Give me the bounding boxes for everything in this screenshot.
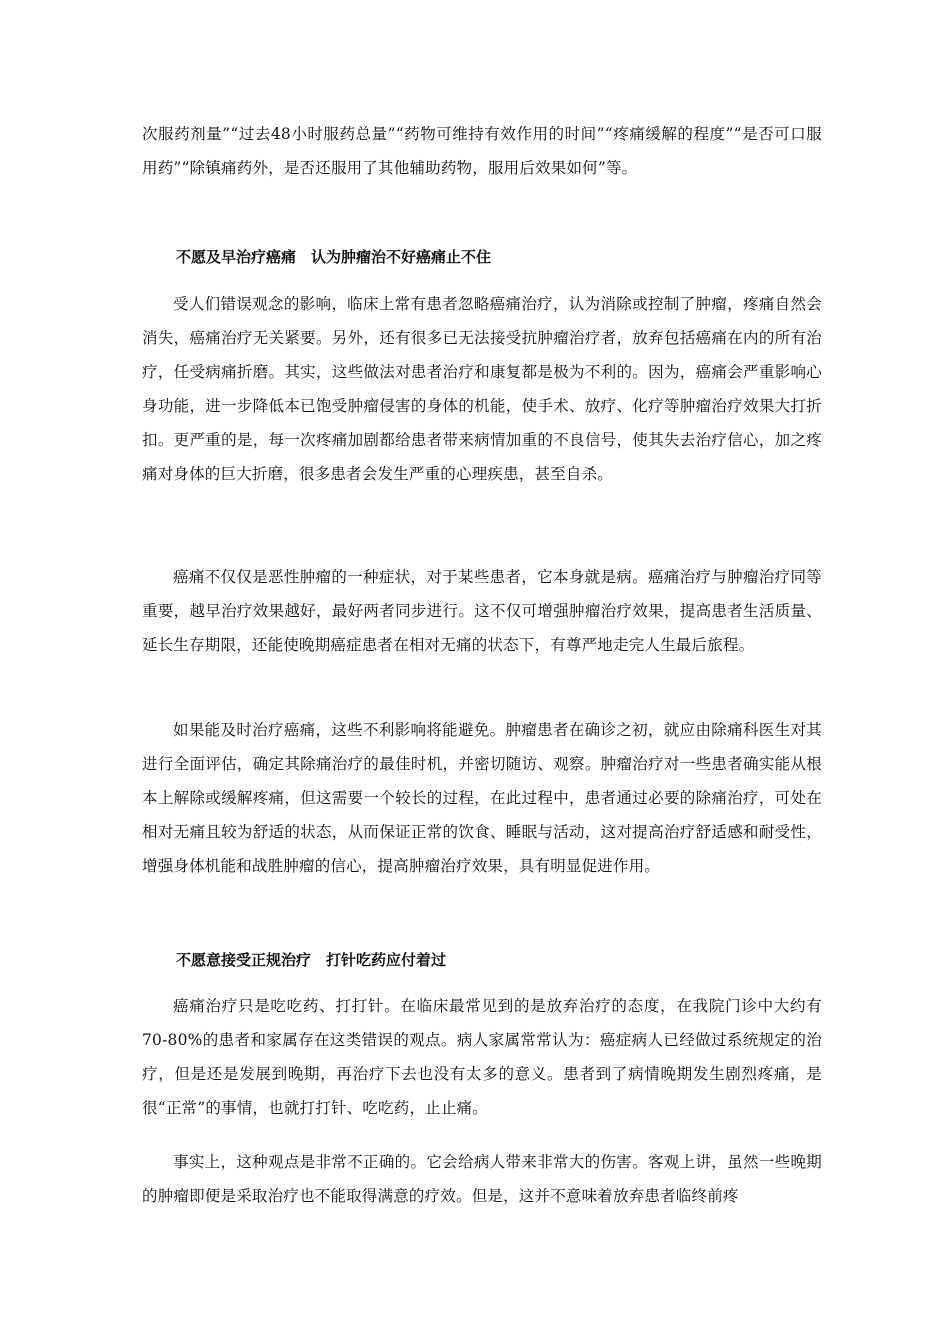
paragraph-medication-questions: 次服药剂量”“过去48小时服药总量”“药物可维持有效作用的时间”“疼痛缓解的程度”“是否可口服用药”“除镇痛药外，是否还服用了其他辅助药物，服用后效果如何”等。	[142, 125, 822, 177]
section-heading-standard-treatment: 不愿意接受正规治疗 打针吃药应付着过	[176, 951, 447, 969]
paragraph-cancer-pain-is-disease: 癌痛不仅仅是恶性肿瘤的一种症状，对于某些患者，它本身就是病。癌痛治疗与肿瘤治疗同等重要，越早治疗效果越好，最好两者同步进行。这不仅可增强肿瘤治疗效果，提高患者生活质量、延长生存期限，还能使晚期癌症患者在相对无痛的状态下，有尊严地走完人生最后旅程。	[142, 568, 822, 654]
paragraph-abandon-treatment: 癌痛治疗只是吃吃药、打打针。在临床最常见到的是放弃治疗的态度，在我院门诊中大约有70-80%的患者和家属存在这类错误的观点。病人家属常常认为：癌症病人已经做过系统规定的治疗，但是还是发展到晚期，再治疗下去也没有太多的意义。患者到了病情晚期发生剧烈疼痛，是很“正常”的事情，也就打打针、吃吃药，止止痛。	[142, 997, 822, 1117]
paragraph-timely-treatment: 如果能及时治疗癌痛，这些不利影响将能避免。肿瘤患者在确诊之初，就应由除痛科医生对其进行全面评估，确定其除痛治疗的最佳时机，并密切随访、观察。肿瘤治疗对一些患者确实能从根本上解除或缓解疼痛，但这需要一个较长的过程，在此过程中，患者通过必要的除痛治疗，可处在相对无痛且较为舒适的状态，从而保证正常的饮食、睡眠与活动，这对提高治疗舒适感和耐受性，增强身体机能和战胜肿瘤的信心，提高肿瘤治疗效果，具有明显促进作用。	[142, 721, 822, 875]
section-heading-early-treatment: 不愿及早治疗癌痛 认为肿瘤治不好癌痛止不住	[176, 248, 492, 266]
paragraph-misconception-impact: 受人们错误观念的影响，临床上常有患者忽略癌痛治疗，认为消除或控制了肿瘤，疼痛自然会消失，癌痛治疗无关紧要。另外，还有很多已无法接受抗肿瘤治疗者，放弃包括癌痛在内的所有治疗，任受病痛折磨。其实，这些做法对患者治疗和康复都是极为不利的。因为，癌痛会严重影响心身功能，进一步降低本已饱受肿瘤侵害的身体的机能，使手术、放疗、化疗等肿瘤治疗效果大打折扣。更严重的是，每一次疼痛加剧都给患者带来病情加重的不良信号，使其失去治疗信心，加之疼痛对身体的巨大折磨，很多患者会发生严重的心理疾患，甚至自杀。	[142, 295, 822, 483]
paragraph-incorrect-view: 事实上，这种观点是非常不正确的。它会给病人带来非常大的伤害。客观上讲，虽然一些晚期的肿瘤即便是采取治疗也不能取得满意的疗效。但是，这并不意味着放弃患者临终前疼	[142, 1153, 822, 1205]
